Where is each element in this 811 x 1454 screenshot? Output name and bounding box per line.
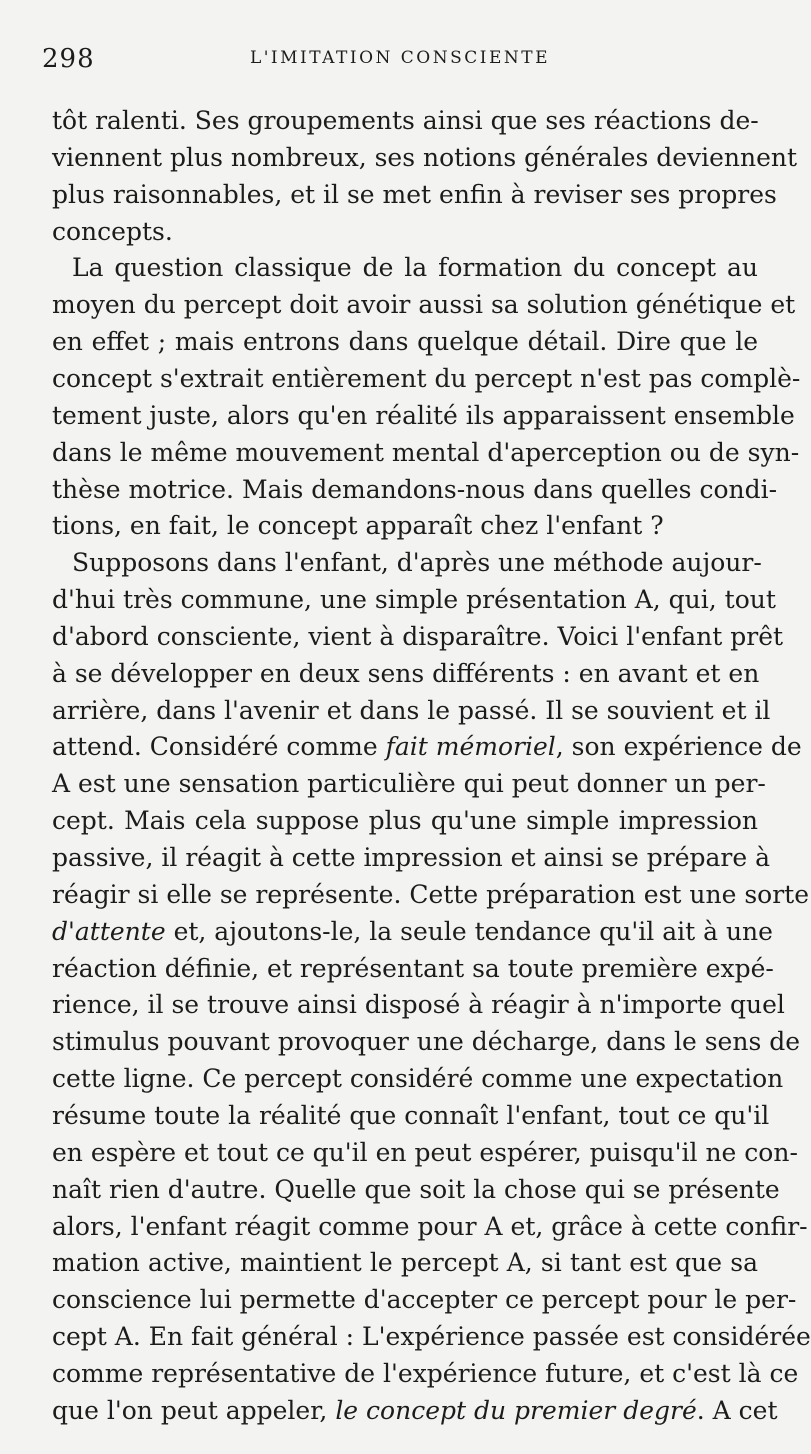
text-line: concepts. (52, 216, 173, 246)
running-head: L'IMITATION CONSCIENTE (249, 48, 551, 68)
text-line: naît rien d'autre. Quelle que soit la chose qui se présente (52, 1174, 780, 1204)
text-line: d'abord consciente, vient à disparaître. Voici l'enfant prêt (52, 621, 784, 651)
text-line: arrière, dans l'avenir et dans le passé. Il se souvient et il (52, 695, 771, 725)
text-line: La question classique de la formation du concept au (72, 253, 758, 283)
text-line: cept A. En fait général : L'expérience passée est considérée (52, 1322, 811, 1352)
text-line: d'hui très commune, une simple présentation A, qui, tout (52, 585, 776, 615)
text-line: à se développer en deux sens différents : en avant et en (52, 658, 760, 688)
text-line: réaction définie, et représentant sa toute première expé- (52, 953, 774, 983)
text-line: passive, il réagit à cette impression et ainsi se prépare à (52, 843, 771, 872)
text-line: tions, en fait, le concept apparaît chez l'enfant ? (52, 511, 664, 541)
text-line: tôt ralenti. Ses groupements ainsi que ses réactions de- (52, 106, 759, 135)
text-line: cette ligne. Ce percept considéré comme une expectation (52, 1064, 784, 1094)
text-line: réagir si elle se représente. Cette préparation est une sorte (52, 879, 810, 909)
text-line: tement juste, alors qu'en réalité ils apparaissent ensemble (52, 400, 795, 430)
text-line: moyen du percept doit avoir aussi sa solution génétique et (52, 290, 796, 320)
text-line: mation active, maintient le percept A, si tant est que sa (52, 1248, 758, 1278)
text-line: conscience lui permette d'accepter ce percept pour le per- (52, 1285, 797, 1315)
text-line: concept s'extrait entièrement du percept n'est pas complè- (52, 363, 801, 393)
text-line: stimulus pouvant provoquer une décharge, dans le sens de (52, 1027, 801, 1057)
text-line: comme représentative de l'expérience future, et c'est là ce (52, 1358, 799, 1388)
text-line: en espère et tout ce qu'il en peut espérer, puisqu'il ne con- (52, 1137, 798, 1167)
text-line: thèse motrice. Mais demandons-nous dans quelles condi- (52, 474, 778, 504)
text-line: d'attente et, ajoutons-le, la seule tendance qu'il ait à une (52, 916, 773, 946)
text-line: viennent plus nombreux, ses notions générales deviennent (52, 142, 798, 172)
text-line: A est une sensation particulière qui peut donner un per- (52, 769, 766, 799)
text-line: alors, l'enfant réagit comme pour A et, grâce à cette confir- (52, 1211, 808, 1241)
text-line: résume toute la réalité que connaît l'enfant, tout ce qu'il (52, 1100, 770, 1130)
page-header (0, 44, 800, 80)
page-number: 298 (42, 44, 95, 74)
text-line: plus raisonnables, et il se met enfin à reviser ses propres (52, 179, 777, 209)
text-line: que l'on peut appeler, le concept du premier degré. A cet (52, 1395, 778, 1425)
text-line: cept. Mais cela suppose plus qu'une simple impression (52, 806, 758, 836)
text-line: rience, il se trouve ainsi disposé à réagir à n'importe quel (52, 990, 785, 1020)
text-line: Supposons dans l'enfant, d'après une méthode aujour- (72, 548, 762, 578)
text-line: en effet ; mais entrons dans quelque détail. Dire que le (52, 327, 758, 357)
text-line: attend. Considéré comme fait mémoriel, son expérience de (52, 732, 802, 762)
text-line: dans le même mouvement mental d'aperception ou de syn- (52, 437, 800, 467)
